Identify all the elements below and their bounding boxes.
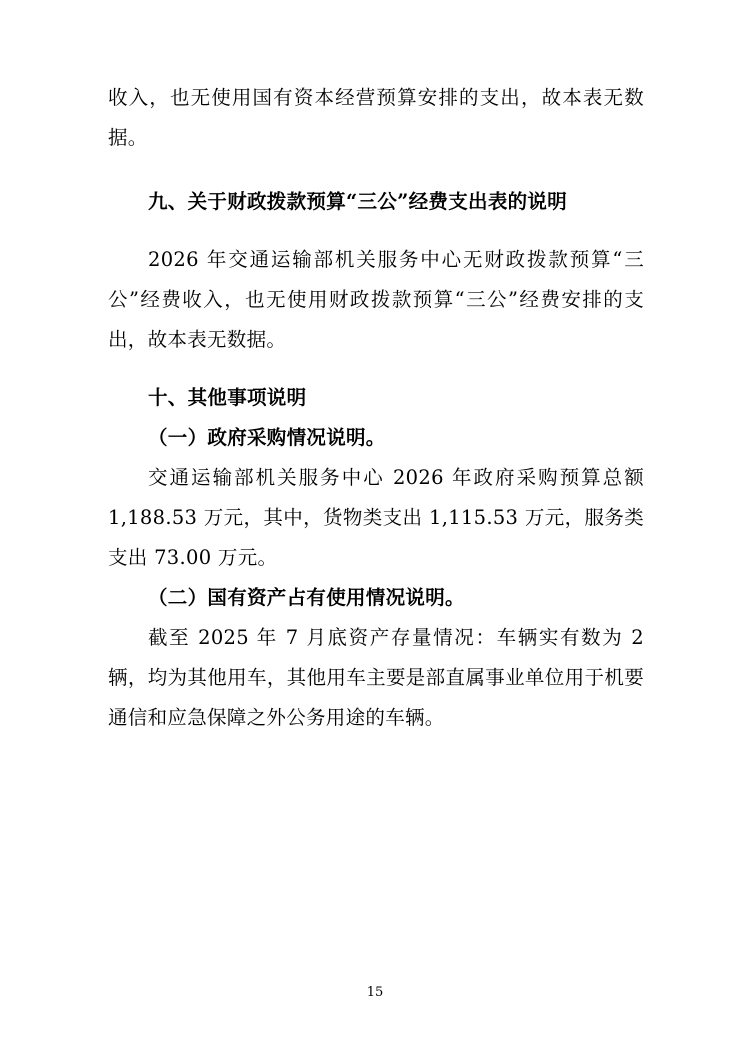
paragraph-state-assets: 截至 2025 年 7 月底资产存量情况：车辆实有数为 2 辆，均为其他用车，其他用车主要是部直属事业单位用于机要通信和应急保障之外公务用途的车辆。 [108, 626, 644, 729]
page-number: 15 [366, 985, 384, 1000]
paragraph-continuation: 收入，也无使用国有资本经营预算安排的支出，故本表无数据。 [108, 86, 644, 149]
section-heading-ten: 十、其他事项说明 [148, 386, 307, 409]
subsection-heading-one: （一）政府采购情况说明。 [148, 426, 386, 449]
section-heading-nine: 九、关于财政拨款预算“三公”经费支出表的说明 [148, 190, 568, 213]
paragraph-section-nine: 2026 年交通运输部机关服务中心无财政拨款预算“三公”经费收入，也无使用财政拨款预算“三公”经费安排的支出，故本表无数据。 [108, 248, 644, 351]
subsection-heading-two: （二）国有资产占有使用情况说明。 [148, 586, 465, 609]
paragraph-government-procurement: 交通运输部机关服务中心 2026 年政府采购预算总额 1,188.53 万元，其中，货物类支出 1,115.53 万元，服务类支出 73.00 万元。 [108, 466, 644, 569]
document-body [108, 78, 644, 738]
